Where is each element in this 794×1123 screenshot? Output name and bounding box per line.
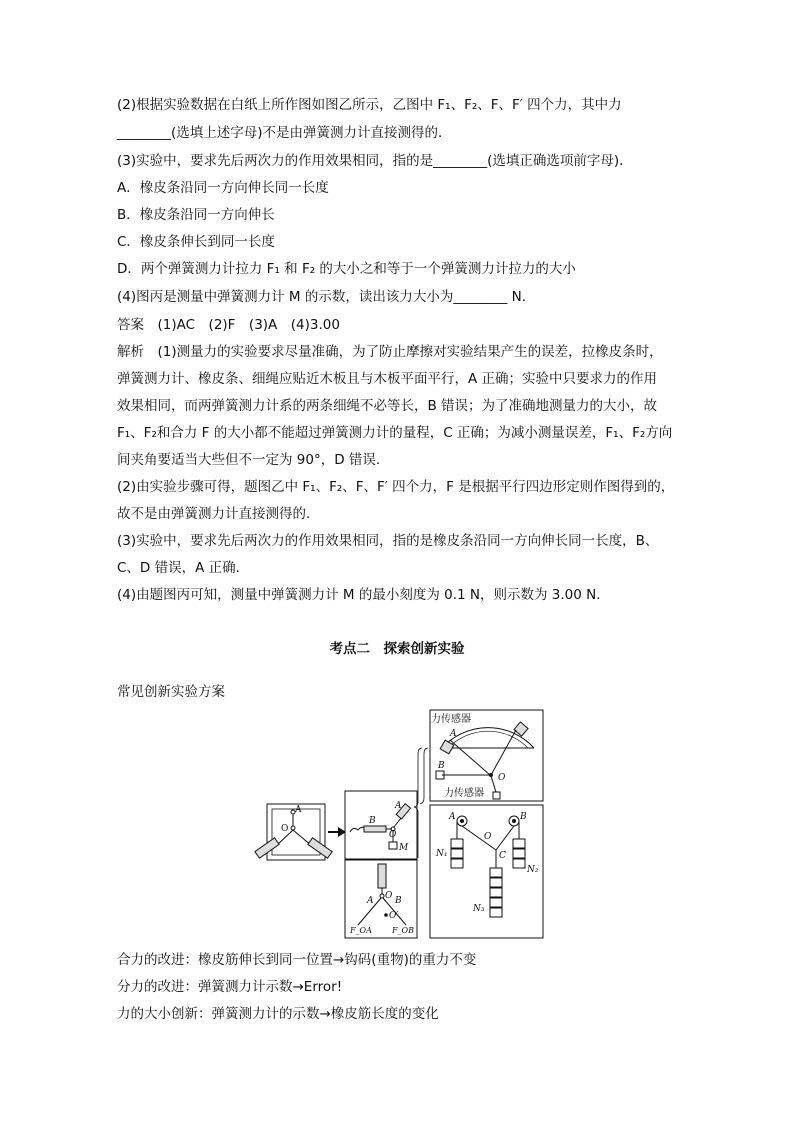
text-line: ________(选填上述字母)不是由弹簧测力计直接测得的．	[117, 125, 452, 141]
analysis-line: F₁、F₂和合力 F 的大小都不能超过弹簧测力计的量程，C 正确；为减小测量误差，F₁、F₂方向	[117, 425, 673, 441]
option-d: D．两个弹簧测力计拉力 F₁ 和 F₂ 的大小之和等于一个弹簧测力计拉力的大小	[117, 261, 576, 277]
label-o: O	[385, 891, 393, 901]
text-line: (3)实验中，要求先后两次力的作用效果相同，指的是________(选填正确选项前字母)．	[117, 153, 633, 169]
label-o: O	[389, 830, 397, 840]
label-a: A	[395, 801, 402, 811]
text-line: 力的大小创新：弹簧测力计的示数→橡皮筋长度的变化	[117, 1006, 439, 1022]
label-fob: F_OB	[392, 926, 414, 935]
right-top-box	[430, 710, 543, 801]
text-line: 合力的改进：橡皮筋伸长到同一位置→钩码(重物)的重力不变	[117, 952, 477, 968]
analysis-line: 间夹角要适当大些但不一定为 90°，D 错误．	[117, 452, 390, 468]
label-c: C	[499, 851, 506, 861]
label-n2: N₂	[527, 865, 539, 875]
experiment-figure	[250, 708, 550, 944]
section-heading: 考点二 探索创新实验	[329, 641, 465, 657]
label-force-sensor-bottom: 力传感器	[444, 788, 484, 799]
text-line: (2)根据实验数据在白纸上所作图如图乙所示，乙图中 F₁、F₂、F、F′ 四个力，其中力	[117, 97, 622, 113]
label-o-prime: O′	[389, 911, 399, 921]
option-c: C．橡皮条伸长到同一长度	[117, 234, 275, 250]
label-o: O	[281, 824, 289, 834]
intro-text: 常见创新实验方案	[117, 684, 225, 700]
answer-line: 答案 (1)AC (2)F (3)A (4)3.00	[117, 317, 340, 333]
label-m: M	[399, 843, 409, 853]
analysis-line: 效果相同，而两弹簧测力计系的两条细绳不必等长，B 错误；为了准确地测量力的大小，故	[117, 398, 658, 414]
analysis-line: 解析 (1)测量力的实验要求尽量准确，为了防止摩擦对实验结果产生的误差，拉橡皮条时，	[117, 344, 663, 360]
experiment-diagram	[250, 708, 550, 940]
label-n3: N₃	[473, 904, 485, 914]
label-n1: N₁	[436, 849, 448, 859]
label-b: B	[438, 761, 445, 771]
analysis-line: (3)实验中，要求先后两次力的作用效果相同，指的是橡皮条沿同一方向伸长同一长度，B、	[117, 533, 659, 549]
board-diagram	[255, 804, 332, 860]
label-o: O	[484, 832, 492, 842]
label-a: A	[295, 805, 302, 815]
label-b: B	[395, 896, 402, 906]
text-line: (4)图丙是测量中弹簧测力计 M 的示数，读出该力大小为________ N.	[117, 289, 527, 305]
label-b: B	[369, 816, 376, 826]
option-a: A．橡皮条沿同一方向伸长同一长度	[117, 180, 329, 196]
label-force-sensor-top: 力传感器	[431, 714, 471, 725]
label-a: A	[449, 812, 456, 822]
middle-top-box	[345, 791, 417, 859]
right-bottom-box	[430, 805, 543, 938]
label-a: A	[450, 729, 457, 739]
analysis-line: (4)由题图丙可知，测量中弹簧测力计 M 的最小刻度为 0.1 N，则示数为 3.00 N.	[117, 587, 601, 603]
label-o: O	[498, 773, 506, 783]
label-foa: F_OA	[350, 926, 372, 935]
analysis-line: C、D 错误，A 正确．	[117, 560, 250, 576]
middle-bottom-box	[345, 860, 417, 938]
analysis-line: 故不是由弹簧测力计直接测得的．	[117, 506, 320, 522]
text-line: 分力的改进：弹簧测力计示数→Error!	[117, 979, 343, 995]
option-b: B．橡皮条沿同一方向伸长	[117, 207, 275, 223]
label-a: A	[367, 896, 374, 906]
label-b: B	[520, 812, 527, 822]
analysis-line: (2)由实验步骤可得，题图乙中 F₁、F₂、F、F′ 四个力，F 是根据平行四边形定则作图得到的，	[117, 479, 675, 495]
analysis-line: 弹簧测力计、橡皮条、细绳应贴近木板且与木板平面平行，A 正确；实验中只要求力的作用	[117, 371, 658, 387]
